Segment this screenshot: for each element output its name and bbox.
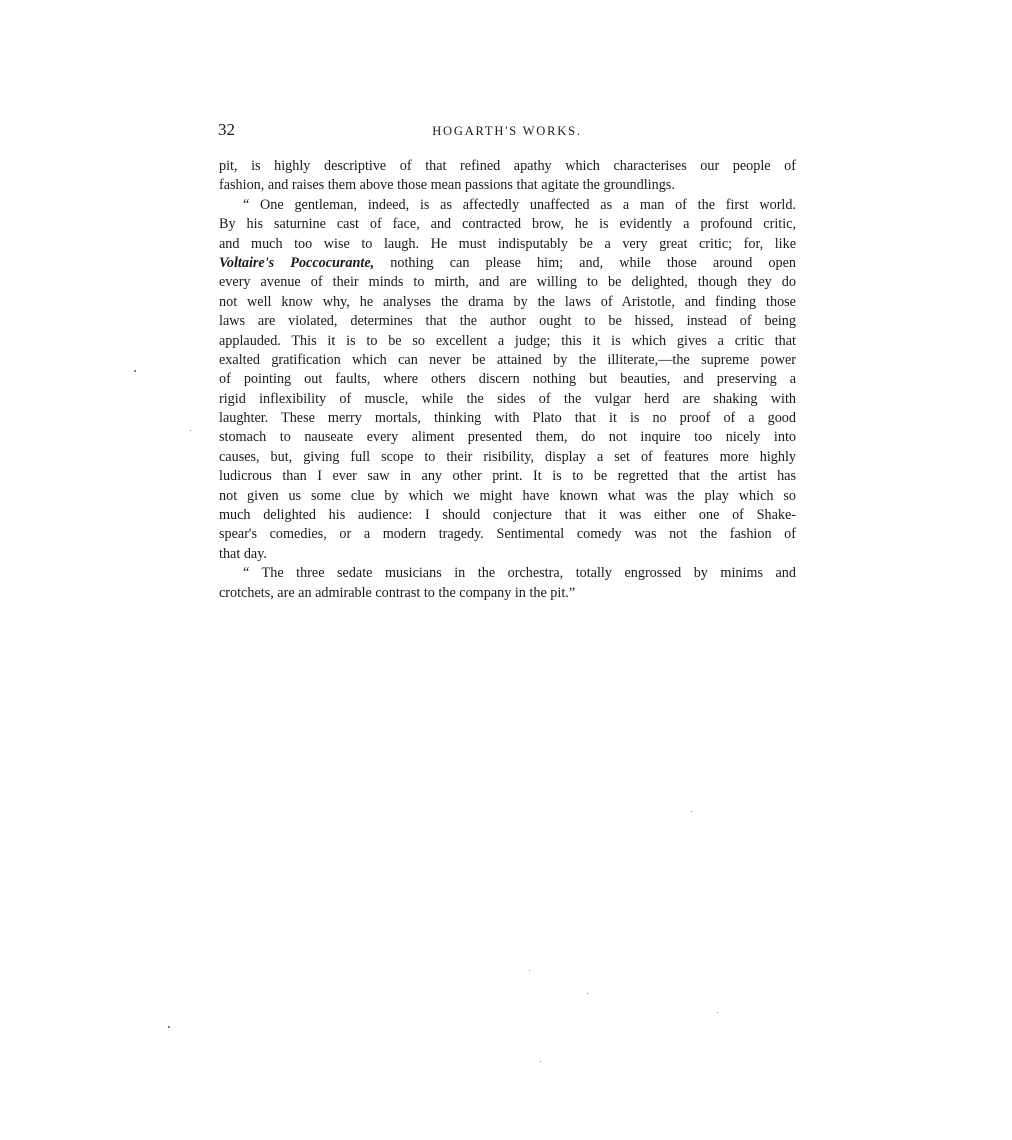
scan-speck (540, 1061, 541, 1062)
text-line: spear's comedies, or a modern tragedy. Sentimental comedy was not the fashion of (219, 526, 796, 543)
body-text (219, 157, 796, 603)
scan-speck (190, 430, 191, 431)
running-title: HOGARTH'S WORKS. (432, 124, 582, 138)
running-head (218, 120, 796, 142)
text-line: every avenue of their minds to mirth, and are willing to be delighted, though they do (219, 274, 796, 291)
text-line: stomach to nauseate every aliment presented them, do not inquire too nicely into (219, 429, 796, 446)
text-line: ludicrous than I ever saw in any other print. It is to be regretted that the artist has (219, 468, 796, 485)
text-line: pit, is highly descriptive of that refined apathy which characterises our people of (219, 158, 796, 174)
text-line: “ One gentleman, indeed, is as affectedly unaffected as a man of the first world. (243, 196, 796, 213)
text-line: causes, but, giving full scope to their risibility, display a set of features more highly (219, 448, 796, 465)
text-line: of pointing out faults, where others discern nothing but beauties, and preserving a (219, 371, 796, 388)
text-line-rest: nothing can please him; and, while those around open (374, 254, 796, 271)
text-line: applauded. This it is to be so excellent a judge; this it is which gives a critic that (219, 332, 796, 349)
text-line: laws are violated, determines that the author ought to be hissed, instead of being (219, 313, 796, 330)
text-line: fashion, and raises them above those mean passions that agitate the groundlings. (219, 177, 675, 194)
scan-speck (717, 1012, 718, 1013)
italic-reference: Voltaire's Poccocurante, (219, 254, 375, 271)
text-line: and much too wise to laugh. He must indisputably be a very great critic; for, like (219, 235, 796, 252)
text-line: rigid inflexibility of muscle, while the sides of the vulgar herd are shaking with (219, 390, 796, 407)
scan-speck (529, 970, 530, 971)
text-line: exalted gratification which can never be attained by the illiterate,—the supreme power (219, 351, 796, 368)
text-line: much delighted his audience: I should conjecture that it was either one of Shake- (219, 507, 796, 524)
scan-speck (168, 1026, 170, 1028)
text-line: laughter. These merry mortals, thinking with Plato that it is no proof of a good (219, 410, 796, 427)
text-line: crotchets, are an admirable contrast to the company in the pit.” (219, 584, 576, 601)
text-line: By his saturnine cast of face, and contracted brow, he is evidently a profound critic, (219, 216, 796, 233)
scan-speck (691, 811, 692, 812)
scan-speck (587, 993, 588, 994)
scan-speck (134, 370, 136, 372)
text-line (219, 254, 796, 273)
text-line: not well know why, he analyses the drama by the laws of Aristotle, and finding those (219, 293, 796, 310)
page-number: 32 (218, 120, 235, 139)
text-line: that day. (219, 545, 267, 562)
text-line: “ The three sedate musicians in the orchestra, totally engrossed by minims and (243, 565, 796, 582)
text-line: not given us some clue by which we might have known what was the play which so (219, 487, 796, 504)
